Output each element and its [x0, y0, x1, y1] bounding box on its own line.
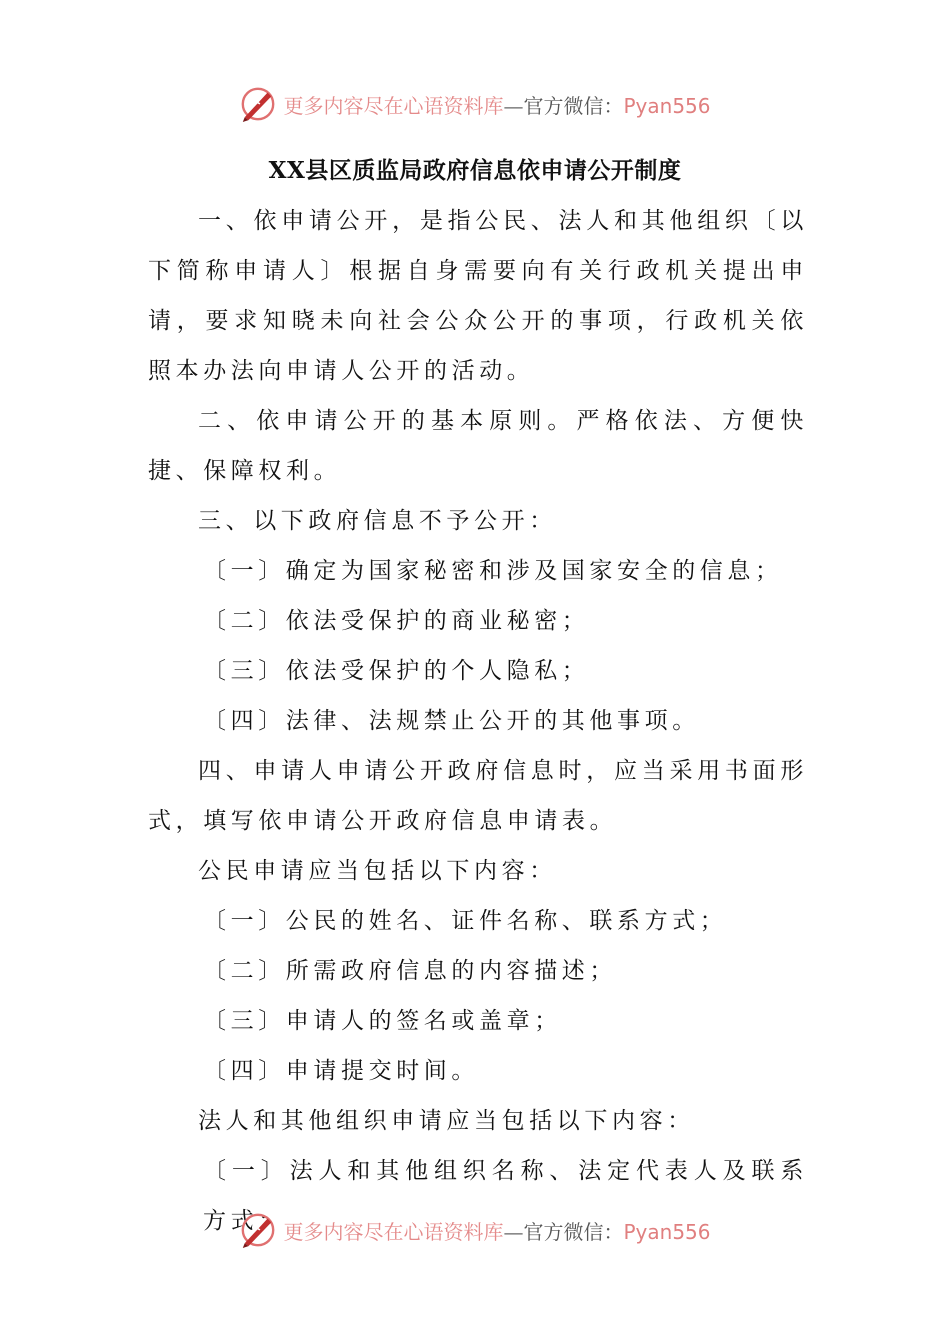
list-item: 〔一〕法人和其他组织名称、法定代表人及联系方式； [203, 1158, 808, 1234]
watermark-brand: 更多内容尽在心语资料库 [283, 93, 504, 118]
list-item: 〔四〕申请提交时间。 [203, 1058, 479, 1084]
watermark-id: Pyan556 [623, 1219, 711, 1244]
watermark-footer [0, 1208, 950, 1252]
list-item: 〔三〕依法受保护的个人隐私； [203, 658, 590, 684]
list-item: 〔一〕公民的姓名、证件名称、联系方式； [203, 908, 728, 934]
document-title: XX县区质监局政府信息依申请公开制度 [268, 157, 682, 184]
paragraph: 一、依申请公开，是指公民、法人和其他组织〔以下简称申请人〕根据自身需要向有关行政机关提出申请，要求知晓未向社会公众公开的事项，行政机关依照本办法向申请人公开的活动。 [148, 208, 808, 384]
watermark-id: Pyan556 [623, 93, 711, 118]
paragraph: 三、以下政府信息不予公开： [198, 508, 557, 534]
document-body [148, 196, 808, 1246]
watermark-dash: — [503, 93, 524, 118]
list-item: 〔三〕申请人的签名或盖章； [203, 1008, 562, 1034]
paragraph: 四、申请人申请公开政府信息时，应当采用书面形式，填写依申请公开政府信息申请表。 [148, 758, 808, 834]
paragraph: 公民申请应当包括以下内容： [198, 858, 557, 884]
pen-logo-icon [239, 1211, 277, 1249]
list-item: 〔四〕法律、法规禁止公开的其他事项。 [203, 708, 700, 734]
list-item: 〔一〕确定为国家秘密和涉及国家安全的信息； [203, 558, 783, 584]
paragraph: 二、依申请公开的基本原则。严格依法、方便快捷、保障权利。 [148, 408, 808, 484]
watermark-header [0, 82, 950, 126]
watermark-official: 官方微信： [523, 1219, 624, 1244]
pen-logo-icon [239, 85, 277, 123]
paragraph: 法人和其他组织申请应当包括以下内容： [198, 1108, 695, 1134]
list-item: 〔二〕依法受保护的商业秘密； [203, 608, 590, 634]
watermark-dash: — [503, 1219, 524, 1244]
watermark-official: 官方微信： [523, 93, 624, 118]
watermark-brand: 更多内容尽在心语资料库 [283, 1219, 504, 1244]
list-item: 〔二〕所需政府信息的内容描述； [203, 958, 617, 984]
